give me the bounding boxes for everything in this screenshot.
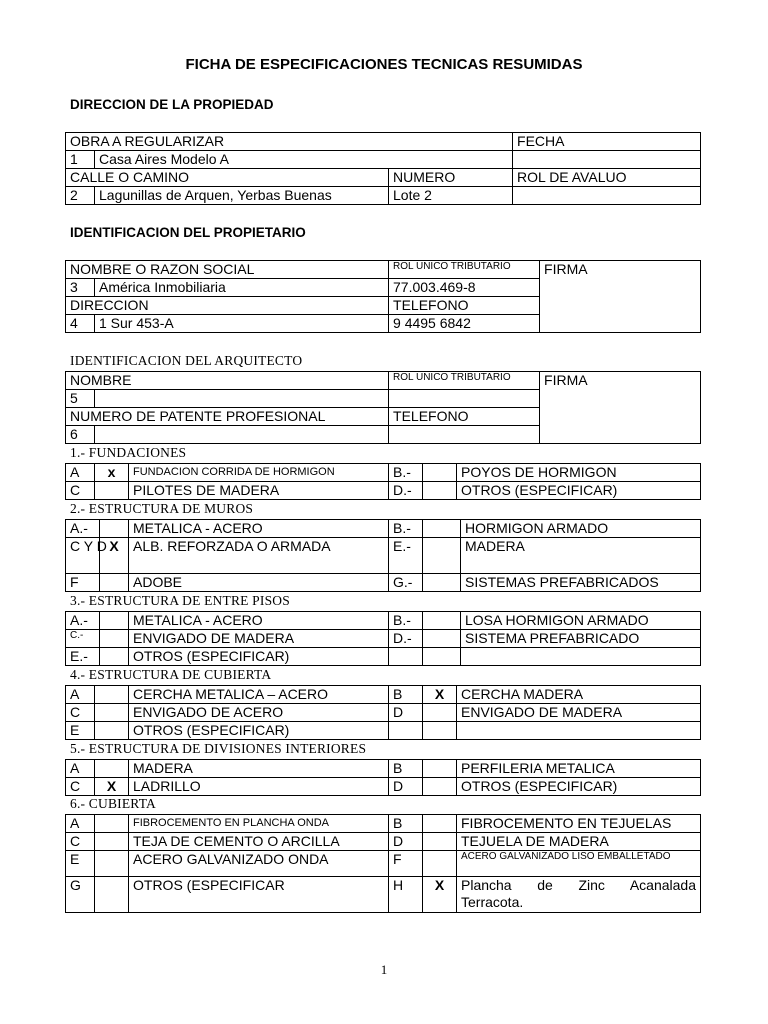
option-letter: A.-	[66, 612, 100, 630]
checkbox-cell[interactable]	[423, 722, 457, 740]
option-label: OTROS (ESPECIFICAR)	[457, 778, 701, 796]
checkbox-cell[interactable]: x	[95, 464, 129, 482]
architect-phone-value	[389, 426, 540, 444]
section-2-heading: 2.- ESTRUCTURA DE MUROS	[70, 501, 254, 516]
option-letter: B	[389, 760, 423, 778]
option-label: Plancha de Zinc Acanalada Terracota.	[457, 877, 701, 913]
option-label: MADERA	[461, 538, 701, 574]
option-label: SISTEMA PREFABRICADO	[461, 630, 701, 648]
option-label: ENVIGADO DE ACERO	[129, 704, 389, 722]
empty-cell	[389, 648, 423, 666]
fecha-value	[513, 151, 701, 169]
option-label: FUNDACION CORRIDA DE HORMIGON	[129, 464, 389, 482]
option-label: ACERO GALVANIZADO ONDA	[129, 851, 389, 877]
obra-value: Casa Aires Modelo A	[95, 151, 513, 169]
architect-heading: IDENTIFICACION DEL ARQUITECTO	[70, 353, 303, 368]
checkbox-cell[interactable]	[423, 612, 461, 630]
owner-rut-value: 77.003.469-8	[389, 279, 540, 297]
owner-phone-label: TELEFONO	[389, 297, 540, 315]
checkbox-cell[interactable]	[423, 482, 457, 500]
section-4-heading: 4.- ESTRUCTURA DE CUBIERTA	[70, 667, 272, 682]
option-label: ALB. REFORZADA O ARMADA	[129, 538, 389, 574]
option-letter: A.-	[66, 520, 100, 538]
section-6-heading: 6.- CUBIERTA	[70, 796, 157, 811]
option-letter: B.-	[389, 464, 423, 482]
option-label: OTROS (ESPECIFICAR)	[129, 722, 389, 740]
checkbox-cell[interactable]	[100, 574, 129, 592]
rol-label: ROL DE AVALUO	[513, 169, 701, 187]
checkbox-cell[interactable]	[95, 815, 129, 833]
checkbox-cell[interactable]	[423, 851, 457, 877]
option-label: LADRILLO	[129, 778, 389, 796]
checkbox-cell[interactable]	[423, 648, 461, 666]
option-letter: C	[66, 833, 95, 851]
architect-name-value	[95, 390, 389, 408]
checkbox-cell[interactable]: X	[423, 877, 457, 913]
checkbox-cell[interactable]	[423, 815, 457, 833]
option-label: ACERO GALVANIZADO LISO EMBALLETADO	[457, 851, 701, 877]
owner-address-value: 1 Sur 453-A	[95, 315, 389, 333]
option-label: OTROS (ESPECIFICAR)	[457, 482, 701, 500]
option-label: METALICA - ACERO	[129, 612, 389, 630]
owner-signature-field: FIRMA	[540, 261, 701, 333]
option-label: ENVIGADO DE MADERA	[457, 704, 701, 722]
empty-cell	[461, 648, 701, 666]
option-label: TEJA DE CEMENTO O ARCILLA	[129, 833, 389, 851]
option-letter: A	[66, 815, 95, 833]
option-letter: B.-	[389, 612, 423, 630]
option-letter: C	[66, 778, 95, 796]
checkbox-cell[interactable]	[423, 538, 461, 574]
property-table	[65, 132, 701, 205]
option-letter: E.-	[66, 648, 100, 666]
row-number: 5	[66, 390, 95, 408]
obra-label: OBRA A REGULARIZAR	[66, 133, 513, 151]
option-letter: F	[66, 574, 100, 592]
architect-phone-label: TELEFONO	[389, 408, 540, 426]
checkbox-cell[interactable]: X	[95, 778, 129, 796]
architect-signature-field: FIRMA	[540, 372, 701, 444]
architect-rut-value	[389, 390, 540, 408]
option-label: LOSA HORMIGON ARMADO	[461, 612, 701, 630]
checkbox-cell[interactable]	[100, 630, 129, 648]
option-letter: A	[66, 760, 95, 778]
section-1-table	[65, 463, 701, 500]
architect-name-label: NOMBRE	[66, 372, 389, 390]
option-label: POYOS DE HORMIGON	[457, 464, 701, 482]
option-letter: H	[389, 877, 423, 913]
architect-patent-value	[95, 426, 389, 444]
document-title: FICHA DE ESPECIFICACIONES TECNICAS RESUMIDAS	[185, 56, 583, 73]
row-number: 2	[66, 187, 95, 205]
owner-name-label: NOMBRE O RAZON SOCIAL	[66, 261, 389, 279]
architect-patent-label: NUMERO DE PATENTE PROFESIONAL	[66, 408, 389, 426]
option-label: TEJUELA DE MADERA	[457, 833, 701, 851]
checkbox-cell[interactable]	[95, 760, 129, 778]
numero-value: Lote 2	[389, 187, 513, 205]
option-label: CERCHA MADERA	[457, 686, 701, 704]
row-number: 6	[66, 426, 95, 444]
option-label: ADOBE	[129, 574, 389, 592]
option-letter: G	[66, 877, 95, 913]
owner-heading: IDENTIFICACION DEL PROPIETARIO	[70, 225, 306, 240]
checkbox-cell[interactable]	[100, 648, 129, 666]
empty-cell	[457, 722, 701, 740]
section-5-heading: 5.- ESTRUCTURA DE DIVISIONES INTERIORES	[70, 741, 367, 756]
option-letter: E	[66, 722, 95, 740]
option-letter: D	[389, 833, 423, 851]
calle-value: Lagunillas de Arquen, Yerbas Buenas	[95, 187, 389, 205]
page-number: 1	[380, 962, 388, 977]
section-1-heading: 1.- FUNDACIONES	[70, 445, 187, 460]
checkbox-cell[interactable]	[423, 464, 457, 482]
option-label: PERFILERIA METALICA	[457, 760, 701, 778]
section-4-table	[65, 685, 701, 740]
row-number: 1	[66, 151, 95, 169]
option-label: FIBROCEMENTO EN TEJUELAS	[457, 815, 701, 833]
row-number: 3	[66, 279, 95, 297]
calle-label: CALLE O CAMINO	[66, 169, 389, 187]
option-label: MADERA	[129, 760, 389, 778]
option-letter: G.-	[389, 574, 423, 592]
option-label: HORMIGON ARMADO	[461, 520, 701, 538]
option-label: ENVIGADO DE MADERA	[129, 630, 389, 648]
option-letter: B	[389, 686, 423, 704]
checkbox-cell[interactable]	[100, 612, 129, 630]
option-letter: B.-	[389, 520, 423, 538]
checkbox-cell[interactable]	[423, 630, 461, 648]
property-heading: DIRECCION DE LA PROPIEDAD	[70, 97, 274, 112]
fecha-label: FECHA	[513, 133, 701, 151]
section-6-table	[65, 814, 701, 913]
option-letter: C Y D	[66, 538, 100, 574]
architect-table	[65, 371, 701, 444]
option-label: PILOTES DE MADERA	[129, 482, 389, 500]
checkbox-cell[interactable]	[423, 778, 457, 796]
section-5-table	[65, 759, 701, 796]
option-label: OTROS (ESPECIFICAR)	[129, 648, 389, 666]
option-letter: E	[66, 851, 95, 877]
option-letter: C	[66, 704, 95, 722]
architect-rut-label: ROL UNICO TRIBUTARIO	[389, 372, 540, 390]
checkbox-cell[interactable]: X	[423, 686, 457, 704]
option-label: METALICA - ACERO	[129, 520, 389, 538]
option-letter: E.-	[389, 538, 423, 574]
section-3-table	[65, 611, 701, 666]
numero-label: NUMERO	[389, 169, 513, 187]
option-letter: A	[66, 464, 95, 482]
row-number: 4	[66, 315, 95, 333]
owner-address-label: DIRECCION	[66, 297, 389, 315]
owner-rut-label: ROL UNICO TRIBUTARIO	[389, 261, 540, 279]
checkbox-cell[interactable]	[423, 760, 457, 778]
option-label: FIBROCEMENTO EN PLANCHA ONDA	[129, 815, 389, 833]
checkbox-cell[interactable]	[423, 704, 457, 722]
checkbox-cell[interactable]	[95, 851, 129, 877]
option-letter: C.-	[66, 630, 100, 648]
option-letter: D.-	[389, 482, 423, 500]
empty-cell	[389, 722, 423, 740]
checkbox-cell[interactable]	[95, 722, 129, 740]
owner-table	[65, 260, 701, 333]
owner-phone-value: 9 4495 6842	[389, 315, 540, 333]
option-letter: D	[389, 778, 423, 796]
option-letter: B	[389, 815, 423, 833]
option-letter: C	[66, 482, 95, 500]
checkbox-cell[interactable]: X	[100, 538, 129, 574]
checkbox-cell[interactable]	[95, 482, 129, 500]
checkbox-cell[interactable]	[95, 686, 129, 704]
option-letter: F	[389, 851, 423, 877]
option-label: OTROS (ESPECIFICAR	[129, 877, 389, 913]
checkbox-cell[interactable]	[423, 520, 461, 538]
rol-value	[513, 187, 701, 205]
checkbox-cell[interactable]	[423, 574, 461, 592]
section-2-table	[65, 519, 701, 592]
checkbox-cell[interactable]	[95, 704, 129, 722]
option-letter: D	[389, 704, 423, 722]
checkbox-cell[interactable]	[95, 833, 129, 851]
option-label: CERCHA METALICA – ACERO	[129, 686, 389, 704]
option-label: SISTEMAS PREFABRICADOS	[461, 574, 701, 592]
option-letter: D.-	[389, 630, 423, 648]
section-3-heading: 3.- ESTRUCTURA DE ENTRE PISOS	[70, 593, 290, 608]
checkbox-cell[interactable]	[100, 520, 129, 538]
checkbox-cell[interactable]	[423, 833, 457, 851]
owner-name-value: América Inmobiliaria	[95, 279, 389, 297]
checkbox-cell[interactable]	[95, 877, 129, 913]
option-letter: A	[66, 686, 95, 704]
